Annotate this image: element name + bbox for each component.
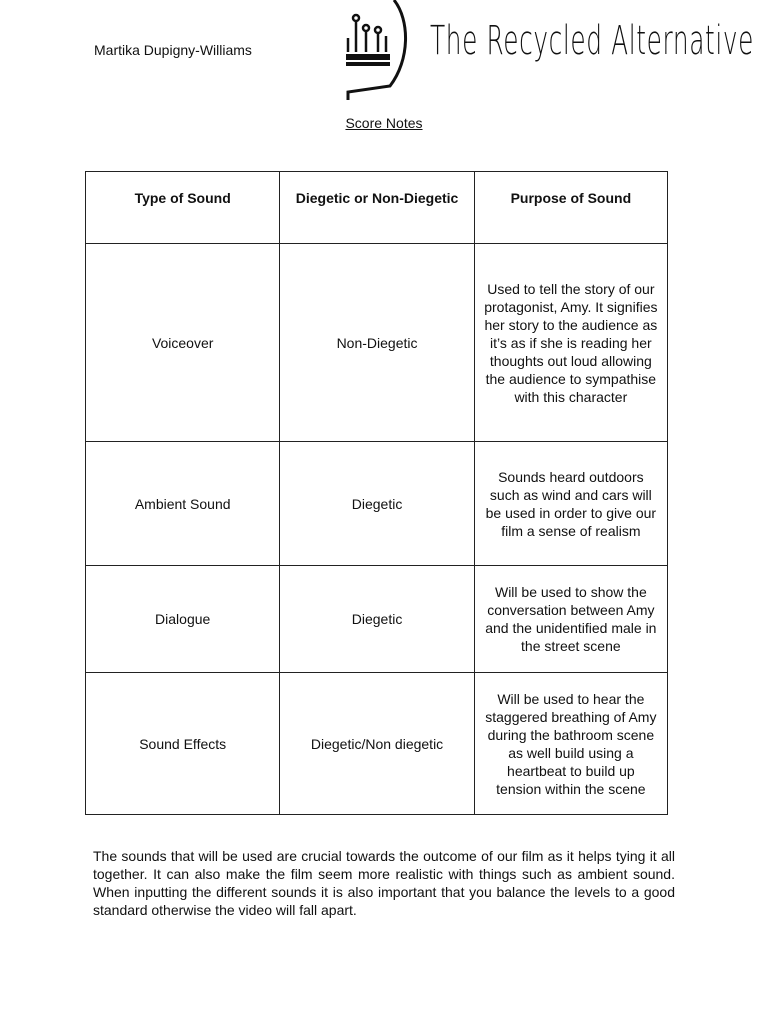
logo-text: The Recycled Alternative bbox=[430, 18, 755, 64]
table-row bbox=[86, 442, 668, 566]
header-type-of-sound: Type of Sound bbox=[86, 172, 280, 244]
page-title: Score Notes bbox=[345, 115, 423, 131]
cell-purpose: Will be used to show the conversation between Amy and the unidentified male in the street scene bbox=[474, 566, 667, 673]
cell-diegetic: Diegetic bbox=[280, 566, 474, 673]
header-diegetic: Diegetic or Non-Diegetic bbox=[280, 172, 474, 244]
cell-purpose: Used to tell the story of our protagonist, Amy. It signifies her story to the audience as it’s as if she is reading her thoughts out loud allowing the audience to sympathise with this character bbox=[474, 244, 667, 442]
cell-diegetic: Non-Diegetic bbox=[280, 244, 474, 442]
cell-purpose: Will be used to hear the staggered breathing of Amy during the bathroom scene as well build using a heartbeat to build up tension within the scene bbox=[474, 673, 667, 815]
cell-diegetic: Diegetic/Non diegetic bbox=[280, 673, 474, 815]
cell-type: Sound Effects bbox=[86, 673, 280, 815]
cell-purpose: Sounds heard outdoors such as wind and cars will be used in order to give our film a sense of realism bbox=[474, 442, 667, 566]
score-notes-table bbox=[85, 171, 668, 815]
table-row bbox=[86, 244, 668, 442]
summary-paragraph: The sounds that will be used are crucial towards the outcome of our film as it helps tying it all together. It can also make the film seem more realistic with things such as ambient sound. When inputting the different sounds it is also important that you balance the levels to a good standard otherwise the video will fall apart. bbox=[93, 848, 675, 918]
table-header-row bbox=[86, 172, 668, 244]
logo bbox=[334, 0, 768, 100]
cell-diegetic: Diegetic bbox=[280, 442, 474, 566]
header-purpose: Purpose of Sound bbox=[474, 172, 667, 244]
cell-type: Ambient Sound bbox=[86, 442, 280, 566]
cell-type: Voiceover bbox=[86, 244, 280, 442]
cell-type: Dialogue bbox=[86, 566, 280, 673]
table-row bbox=[86, 673, 668, 815]
table-row bbox=[86, 566, 668, 673]
author-name: Martika Dupigny-Williams bbox=[94, 42, 252, 58]
crown-icon bbox=[334, 0, 410, 100]
